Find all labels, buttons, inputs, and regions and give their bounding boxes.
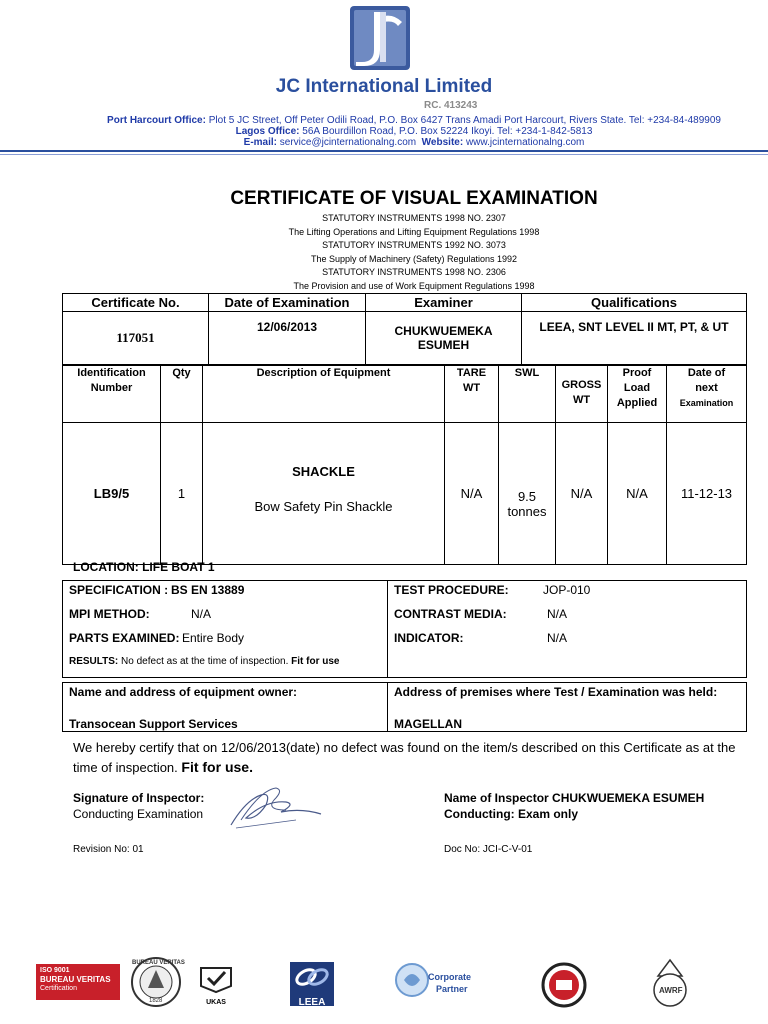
lagos-text: 56A Bourdillon Road, P.O. Box 52224 Ikoyi. Tel: +234-1-842-5813 bbox=[302, 126, 593, 137]
leea-logo bbox=[290, 962, 334, 1006]
red-seal-logo bbox=[538, 962, 590, 1008]
leea-text: LEEA bbox=[298, 997, 326, 1008]
email-text: service@jcinternationalng.com bbox=[279, 137, 417, 148]
description-header: Description of Equipment bbox=[203, 366, 445, 423]
id-header-line: Identification bbox=[77, 367, 146, 379]
gross-header-line: GROSS bbox=[561, 379, 602, 391]
conducting-text: Conducting: Exam only bbox=[444, 807, 579, 821]
next-header-line: next bbox=[695, 382, 718, 394]
parts-value: Entire Body bbox=[182, 631, 245, 645]
bv-ring-text: BUREAU VERITAS bbox=[132, 960, 185, 966]
specification-box bbox=[62, 580, 747, 678]
location: LOCATION: LIFE BOAT 1 bbox=[73, 560, 215, 574]
certify-fit: Fit for use. bbox=[181, 759, 253, 775]
next-header-line: Examination bbox=[679, 398, 734, 408]
owner-value: Transocean Support Services bbox=[69, 717, 238, 731]
certify-text: time of inspection. bbox=[73, 760, 178, 775]
iso-line: BUREAU VERITAS bbox=[40, 975, 111, 984]
contrast-label: CONTRAST MEDIA: bbox=[394, 607, 507, 621]
header-rule bbox=[0, 150, 768, 152]
id-header bbox=[63, 366, 161, 423]
examiner-header: Examiner bbox=[366, 294, 522, 312]
owner-box bbox=[62, 682, 747, 732]
results-fit: Fit for use bbox=[291, 656, 340, 667]
results-value: No defect as at the time of inspection. bbox=[121, 656, 289, 667]
statutory-line: The Lifting Operations and Lifting Equipment Regulations 1998 bbox=[288, 227, 540, 237]
port-harcourt-address bbox=[0, 115, 768, 126]
certify-line-2 bbox=[73, 759, 253, 775]
ukas-logo bbox=[193, 964, 239, 1004]
statutory-line: STATUTORY INSTRUMENTS 1998 NO. 2307 bbox=[322, 213, 506, 223]
header-rule-thin bbox=[0, 154, 768, 155]
results-line bbox=[69, 656, 340, 667]
inspector-name bbox=[444, 791, 704, 805]
port-harcourt-text: Plot 5 JC Street, Off Peter Odili Road, P.O. Box 6427 Trans Amadi Port Harcourt, Rivers State. Tel: +234-84-489909 bbox=[208, 115, 721, 126]
lagos-label: Lagos Office: bbox=[235, 126, 300, 137]
certificate-details-table bbox=[62, 293, 747, 365]
gross-header bbox=[556, 366, 608, 423]
proof-header-line: Proof bbox=[622, 367, 652, 379]
proof-header bbox=[608, 366, 667, 423]
certify-line-1: We hereby certify that on 12/06/2013(date) no defect was found on the item/s described on this Certificate as at the bbox=[73, 740, 736, 755]
next-header-line: Date of bbox=[687, 367, 726, 379]
date-value: 12/06/2013 bbox=[209, 312, 366, 365]
bureau-veritas-seal bbox=[122, 956, 190, 1008]
iso-9001-logo bbox=[36, 964, 120, 1000]
gross-value: N/A bbox=[556, 423, 608, 565]
swl-value bbox=[499, 423, 556, 565]
cert-no-value: 117051 bbox=[63, 312, 209, 365]
inspector-signature bbox=[226, 780, 326, 840]
awrf-text: AWRF bbox=[659, 986, 683, 995]
corporate-text: Corporate bbox=[428, 972, 472, 982]
certificate-title: CERTIFICATE OF VISUAL EXAMINATION bbox=[230, 188, 598, 209]
ukas-text: UKAS bbox=[206, 999, 226, 1006]
proof-header-line: Applied bbox=[616, 397, 658, 409]
spec-label: SPECIFICATION : bbox=[69, 583, 169, 597]
examiner-value bbox=[366, 312, 522, 365]
iso-line: ISO 9001 bbox=[40, 967, 70, 974]
owner-label: Name and address of equipment owner: bbox=[69, 685, 298, 699]
equipment-table bbox=[62, 365, 747, 565]
premises-value: MAGELLAN bbox=[394, 717, 462, 731]
description-title: SHACKLE bbox=[292, 463, 355, 479]
contact-line bbox=[0, 137, 768, 148]
indicator-value: N/A bbox=[547, 631, 568, 645]
tare-value: N/A bbox=[445, 423, 499, 565]
qualifications-header: Qualifications bbox=[522, 294, 747, 312]
id-header-line: Number bbox=[90, 382, 133, 394]
statutory-line: The Supply of Machinery (Safety) Regulations 1992 bbox=[310, 254, 518, 264]
document-number: Doc No: JCI-C-V-01 bbox=[444, 844, 533, 855]
next-exam-header bbox=[667, 366, 747, 423]
tare-header-line: TARE bbox=[456, 367, 487, 379]
swl-line: 9.5 bbox=[517, 488, 537, 504]
proof-header-line: Load bbox=[623, 382, 651, 394]
rc-number: RC. 413243 bbox=[424, 100, 478, 111]
results-label: RESULTS: bbox=[69, 656, 119, 667]
tare-header-line: WT bbox=[462, 382, 481, 394]
test-procedure-label: TEST PROCEDURE: bbox=[394, 583, 509, 597]
statutory-line: STATUTORY INSTRUMENTS 1992 NO. 3073 bbox=[322, 240, 506, 250]
id-value: LB9/5 bbox=[63, 423, 161, 565]
bv-year: 1828 bbox=[149, 998, 163, 1004]
description-text: Bow Safety Pin Shackle bbox=[254, 498, 393, 514]
website-text: www.jcinternationalng.com bbox=[465, 137, 585, 148]
signature-label-2: Conducting Examination bbox=[73, 807, 204, 821]
spec-value: BS EN 13889 bbox=[171, 583, 245, 597]
corporate-partner-logo bbox=[392, 958, 484, 1006]
statutory-line: STATUTORY INSTRUMENTS 1998 NO. 2306 bbox=[322, 267, 506, 277]
website-label: Website: bbox=[421, 137, 464, 148]
premises-label: Address of premises where Test / Examination was held: bbox=[394, 685, 718, 699]
inspector-name-text: Name of Inspector CHUKWUEMEKA ESUMEH bbox=[444, 791, 705, 805]
company-logo bbox=[344, 6, 416, 70]
awrf-logo bbox=[648, 956, 692, 1010]
proof-value: N/A bbox=[608, 423, 667, 565]
conducting-line bbox=[444, 807, 578, 821]
contrast-value: N/A bbox=[547, 607, 568, 621]
parts-label: PARTS EXAMINED: bbox=[69, 631, 180, 645]
statutory-line: The Provision and use of Work Equipment Regulations 1998 bbox=[293, 281, 535, 291]
company-name: JC International Limited bbox=[275, 76, 493, 97]
examiner-line: ESUMEH bbox=[417, 338, 470, 352]
swl-header: SWL bbox=[499, 366, 556, 423]
lagos-address bbox=[0, 126, 768, 137]
swl-line: tonnes bbox=[507, 503, 547, 519]
qty-header: Qty bbox=[161, 366, 203, 423]
gross-header-line: WT bbox=[572, 394, 591, 406]
date-header: Date of Examination bbox=[209, 294, 366, 312]
iso-line: Certification bbox=[40, 985, 77, 992]
tare-header bbox=[445, 366, 499, 423]
qty-value: 1 bbox=[161, 423, 203, 565]
mpi-label: MPI METHOD: bbox=[69, 607, 150, 621]
revision-number: Revision No: 01 bbox=[73, 844, 144, 855]
email-label: E-mail: bbox=[243, 137, 277, 148]
signature-label: Signature of Inspector: bbox=[73, 791, 205, 805]
examiner-line: CHUKWUEMEKA bbox=[394, 324, 493, 338]
partner-text: Partner bbox=[436, 984, 468, 994]
mpi-value: N/A bbox=[191, 607, 212, 621]
next-exam-value: 11-12-13 bbox=[667, 423, 747, 565]
port-harcourt-label: Port Harcourt Office: bbox=[107, 115, 206, 126]
test-procedure-value: JOP-010 bbox=[543, 583, 591, 597]
description-value bbox=[203, 423, 445, 565]
qualifications-value: LEEA, SNT LEVEL II MT, PT, & UT bbox=[522, 312, 747, 365]
indicator-label: INDICATOR: bbox=[394, 631, 464, 645]
cert-no-header: Certificate No. bbox=[63, 294, 209, 312]
